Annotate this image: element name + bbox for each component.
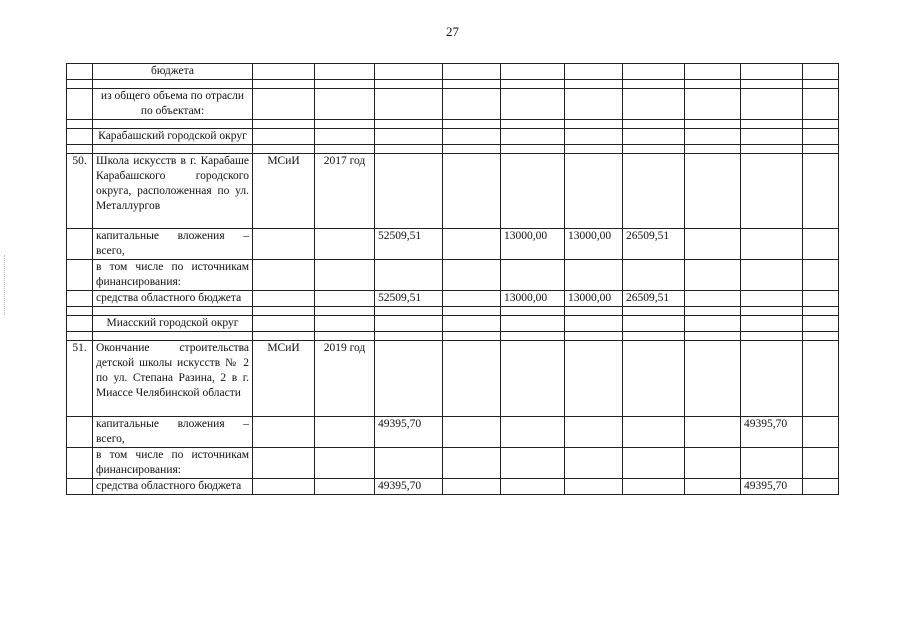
table-row — [67, 448, 839, 479]
object-org: МСиИ — [253, 154, 315, 229]
object-name: Школа искусств в г. Карабаше Карабашского городского округа, расположенная по ул. Металлургов — [93, 154, 253, 229]
budget-table — [66, 63, 839, 495]
table-row — [67, 479, 839, 495]
table-row — [67, 154, 839, 229]
row-label: капитальные вложения – всего, — [93, 417, 253, 448]
district-label: Карабашский городской округ — [93, 129, 253, 145]
object-index: 51. — [67, 341, 93, 417]
row-label: средства областного бюджета — [93, 291, 253, 307]
table-row — [67, 260, 839, 291]
cell-value: 49395,70 — [375, 479, 443, 495]
row-label: в том числе по источникам финансирования: — [93, 448, 253, 479]
table-row — [67, 341, 839, 417]
table-row — [67, 229, 839, 260]
object-year: 2017 год — [315, 154, 375, 229]
object-org: МСиИ — [253, 341, 315, 417]
row-label: средства областного бюджета — [93, 479, 253, 495]
district-label: Миасский городской округ — [93, 316, 253, 332]
cell-value: 26509,51 — [623, 291, 685, 307]
cell-value: 49395,70 — [741, 479, 803, 495]
margin-scan-mark — [4, 255, 5, 315]
table-row — [67, 129, 839, 145]
row-label: капитальные вложения – всего, — [93, 229, 253, 260]
cell-value: 13000,00 — [501, 229, 565, 260]
cell-value: 49395,70 — [741, 417, 803, 448]
cell-value: 52509,51 — [375, 291, 443, 307]
table-row — [67, 316, 839, 332]
cell-value: 52509,51 — [375, 229, 443, 260]
cell-value: 26509,51 — [623, 229, 685, 260]
table-row — [67, 89, 839, 120]
table-row — [67, 417, 839, 448]
object-index: 50. — [67, 154, 93, 229]
cell-value: 13000,00 — [565, 229, 623, 260]
table-row — [67, 291, 839, 307]
cell-value: 13000,00 — [565, 291, 623, 307]
row-label: в том числе по источникам финансирования: — [93, 260, 253, 291]
row-label: бюджета — [93, 64, 253, 80]
object-name: Окончание строительства детской школы искусств № 2 по ул. Степана Разина, 2 в г. Миассе Челябинской области — [93, 341, 253, 417]
cell-value: 13000,00 — [501, 291, 565, 307]
table-row — [67, 64, 839, 80]
page-number: 27 — [446, 24, 459, 39]
cell-value: 49395,70 — [375, 417, 443, 448]
row-label: из общего объема по отрасли по объектам: — [93, 89, 253, 120]
object-year: 2019 год — [315, 341, 375, 417]
